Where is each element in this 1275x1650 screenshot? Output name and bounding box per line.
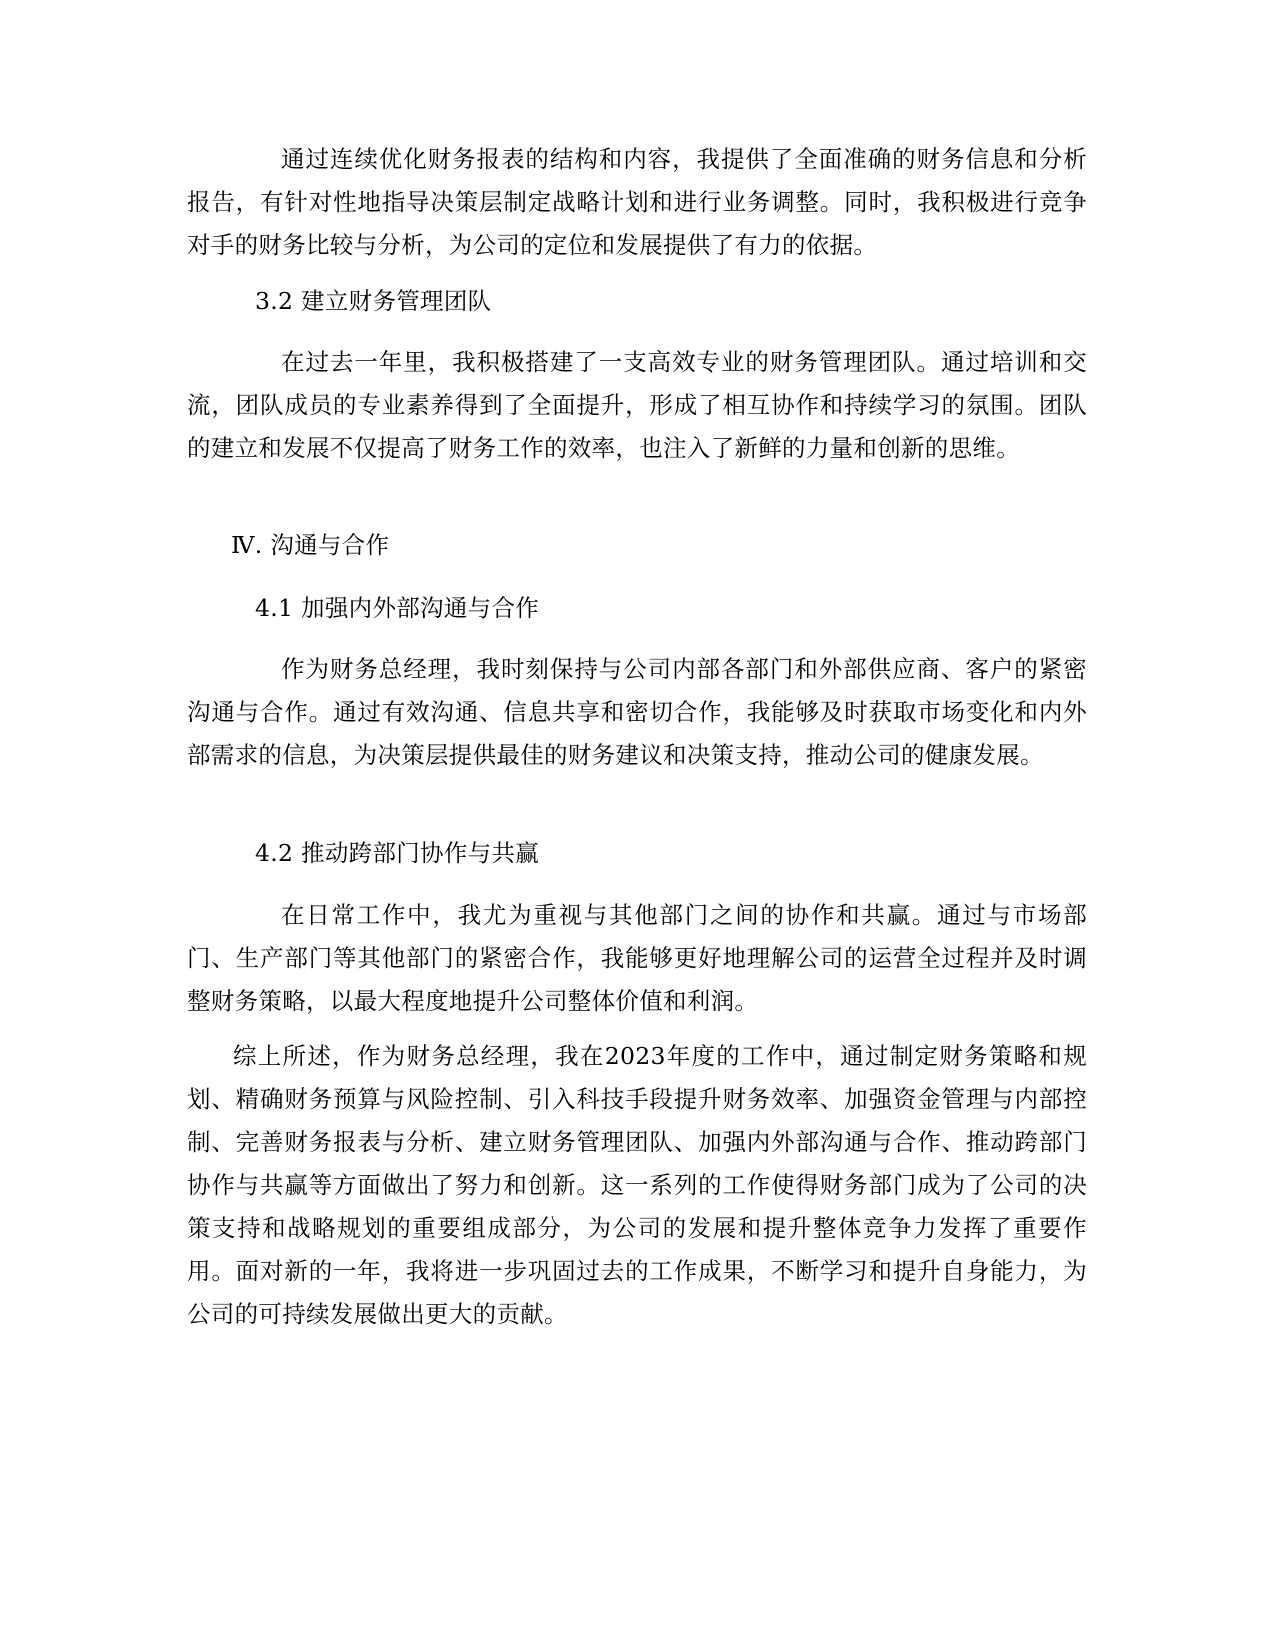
section-heading-3-2: 3.2 建立财务管理团队 bbox=[255, 287, 492, 315]
chapter-heading-iv: Ⅳ. 沟通与合作 bbox=[231, 531, 390, 559]
paragraph-team-building: 在过去一年里，我积极搭建了一支高效专业的财务管理团队。通过培训和交流，团队成员的专业素养得到了全面提升，形成了相互协作和持续学习的氛围。团队的建立和发展不仅提高了财务工作的效率，也注入了新鲜的力量和创新的思维。 bbox=[187, 348, 1087, 462]
paragraph-report-analysis: 通过连续优化财务报表的结构和内容，我提供了全面准确的财务信息和分析报告，有针对性地指导决策层制定战略计划和进行业务调整。同时，我积极进行竞争对手的财务比较与分析，为公司的定位和发展提供了有力的依据。 bbox=[187, 145, 1087, 259]
paragraph-communication: 作为财务总经理，我时刻保持与公司内部各部门和外部供应商、客户的紧密沟通与合作。通过有效沟通、信息共享和密切合作，我能够及时获取市场变化和内外部需求的信息，为决策层提供最佳的财务建议和决策支持，推动公司的健康发展。 bbox=[187, 655, 1087, 769]
section-heading-4-2: 4.2 推动跨部门协作与共赢 bbox=[255, 839, 540, 867]
paragraph-summary: 综上所述，作为财务总经理，我在2023年度的工作中，通过制定财务策略和规划、精确财务预算与风险控制、引入科技手段提升财务效率、加强资金管理与内部控制、完善财务报表与分析、建立财务管理团队、加强内外部沟通与合作、推动跨部门协作与共赢等方面做出了努力和创新。这一系列的工作使得财务部门成为了公司的决策支持和战略规划的重要组成部分，为公司的发展和提升整体竞争力发挥了重要作用。面对新的一年，我将进一步巩固过去的工作成果，不断学习和提升自身能力，为公司的可持续发展做出更大的贡献。 bbox=[187, 1042, 1087, 1328]
paragraph-cross-department: 在日常工作中，我尤为重视与其他部门之间的协作和共赢。通过与市场部门、生产部门等其他部门的紧密合作，我能够更好地理解公司的运营全过程并及时调整财务策略，以最大程度地提升公司整体价值和利润。 bbox=[187, 901, 1087, 1015]
section-heading-4-1: 4.1 加强内外部沟通与合作 bbox=[255, 594, 540, 622]
